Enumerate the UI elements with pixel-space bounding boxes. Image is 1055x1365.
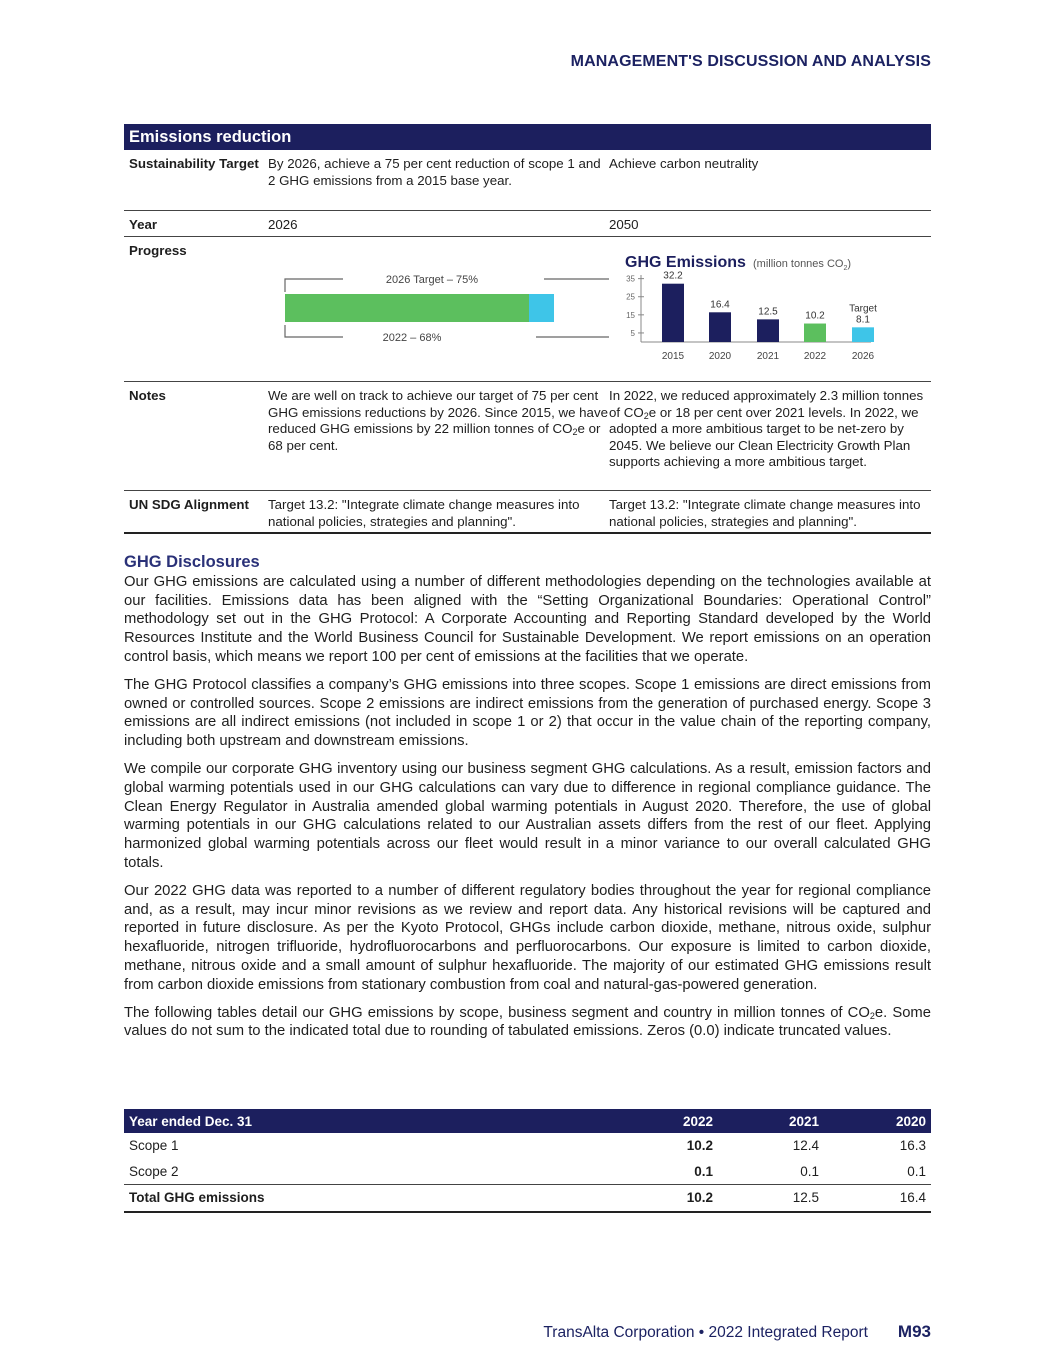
cell: Target 13.2: "Integrate climate change measures into national policies, strategies and planning".: [609, 497, 921, 529]
body-text: [124, 573, 931, 1051]
column-header: 2022: [608, 1109, 718, 1133]
chart-bar: [852, 327, 874, 342]
x-tick-label: 2026: [851, 351, 875, 362]
cell: 10.2: [686, 1138, 713, 1154]
cell: 2026: [268, 217, 298, 232]
progress-cell: [268, 237, 609, 381]
cell: 0.1: [694, 1163, 713, 1179]
cell: Target 13.2: "Integrate climate change measures into national policies, strategies and planning".: [268, 497, 580, 529]
target-annotation: Target: [849, 303, 877, 315]
x-tick-label: 2022: [803, 351, 827, 362]
chart-bar: [804, 324, 826, 342]
paragraph-text: The following tables detail our GHG emissions by scope, business segment and country in million tonnes of CO: [124, 1004, 870, 1021]
table-row: [124, 382, 931, 491]
page-number: M93: [897, 1322, 931, 1341]
table-row: [124, 211, 931, 237]
cell: 16.3: [899, 1138, 926, 1154]
column-header: 2020: [824, 1109, 931, 1133]
progress-current-label: 2022 – 68%: [382, 332, 442, 344]
subscript: 2: [572, 427, 578, 437]
bar-value-label: 8.1: [856, 314, 870, 326]
cell: 10.2: [608, 1185, 718, 1212]
row-label: Total GHG emissions: [124, 1185, 608, 1212]
page-footer: [124, 1322, 931, 1342]
table-header-row: [124, 1109, 931, 1133]
cell: 12.5: [718, 1185, 824, 1212]
ghg-emissions-chart: [609, 237, 931, 381]
notes-text: We are well on track to achieve our target of 75 per cent GHG emissions reductions by 2026. Since 2015, we have reduced GHG emissions by 22 million tonnes of CO: [268, 388, 608, 436]
progress-bar-graphic: [268, 237, 609, 381]
cell: 0.1: [907, 1163, 926, 1179]
paragraph: [124, 1004, 931, 1041]
chart-bar: [662, 284, 684, 342]
row-label: Progress: [129, 243, 187, 258]
y-tick-label: 15: [626, 310, 635, 320]
cell: By 2026, achieve a 75 per cent reduction of scope 1 and 2 GHG emissions from a 2015 base year.: [268, 156, 601, 188]
row-label: Notes: [129, 388, 166, 403]
chart-title: GHG Emissions: [625, 254, 746, 271]
x-tick-label: 2021: [756, 351, 780, 362]
column-header: 2021: [718, 1109, 824, 1133]
emissions-table-title: Emissions reduction: [124, 124, 931, 150]
chart-cell: [609, 237, 931, 381]
table-row: [124, 237, 931, 382]
y-tick-label: 35: [626, 274, 635, 284]
subscript: 2: [643, 410, 649, 421]
x-tick-label: 2015: [661, 351, 685, 362]
progress-target-fill: [529, 294, 554, 322]
table-row: [124, 1159, 931, 1185]
bar-value-label: 16.4: [710, 299, 730, 311]
paragraph: The GHG Protocol classifies a company’s GHG emissions into three scopes. Scope 1 emissions are direct emissions from owned or controlled sources. Scope 2 emissions are indirect emissions from the generation of purchased energy. Scope 3 emissions are all indirect emissions (not included in scope 1 or 2) that occur in the value chain of the reporting company, including both upstream and downstream emissions.: [124, 677, 931, 750]
paragraph-text: e. Some values do not sum to the indicated total due to rounding of tabulated emissions. Zeros (0.0) indicate truncated values.: [124, 1004, 931, 1040]
emissions-reduction-table: [124, 124, 931, 534]
row-label: Year: [129, 217, 158, 232]
paragraph: Our 2022 GHG data was reported to a number of different regulatory bodies throughout the year for regional compliance and, as a result, may incur minor revisions as we review and report data. Any historical revisions will be captured and reported in future disclosure. As per the Kyoto Protocol, GHGs include carbon dioxide, methane, nitrous oxide, sulphur hexafluoride, nitrogen trifluoride, hydrofluorocarbons and perfluorocarbons. Our exposure is limited to carbon dioxide, methane, nitrous oxide and a small amount of sulphur hexafluoride. The majority of our estimated GHG emissions result from carbon dioxide emissions from stationary combustion from coal and natural-gas-powered generation.: [124, 883, 931, 993]
notes-text: e or 18 per cent over 2021 levels. In 2022, we adopted a more ambitious target to be net-zero by 2045. We believe our Clean Electricity Growth Plan supports achieving a more ambitious target.: [609, 404, 919, 469]
cell: Achieve carbon neutrality: [609, 156, 759, 171]
row-label: Scope 1: [129, 1138, 179, 1154]
progress-target-label: 2026 Target – 75%: [385, 274, 479, 286]
table-row: [124, 491, 931, 534]
row-label: UN SDG Alignment: [129, 497, 249, 512]
cell: 16.4: [824, 1185, 931, 1212]
cell: 0.1: [800, 1163, 819, 1179]
bar-value-label: 10.2: [805, 310, 825, 322]
bar-value-label: 32.2: [663, 270, 683, 282]
notes-text: e or 68 per cent.: [268, 421, 601, 453]
cell: [268, 382, 609, 490]
cell: 2050: [609, 217, 639, 232]
bar-value-label: 12.5: [758, 306, 778, 318]
row-label: Sustainability Target: [129, 156, 259, 171]
cell: 12.4: [792, 1138, 819, 1154]
paragraph: Our GHG emissions are calculated using a number of different methodologies depending on the technologies available at our facilities. Emissions data has been aligned with the “Setting Organizational Boundaries: Operational Control” methodology set out in the GHG Protocol: A Corporate Accounting and Reporting Standard developed by the World Resources Institute and the World Business Council for Sustainable Development. We report emissions on an operation control basis, which means we report 100 per cent of emissions at the facilities that we operate.: [124, 574, 931, 665]
ghg-scope-table: [124, 1109, 931, 1213]
table-total-row: [124, 1185, 931, 1212]
column-header: Year ended Dec. 31: [124, 1109, 608, 1133]
row-label: Scope 2: [129, 1163, 179, 1179]
chart-bar: [757, 319, 779, 342]
notes-text: In 2022, we reduced approximately 2.3 million tonnes of CO: [609, 388, 924, 420]
subscript: 2: [869, 1010, 875, 1021]
section-title: GHG Disclosures: [124, 553, 260, 571]
page-header-title: MANAGEMENT'S DISCUSSION AND ANALYSIS: [570, 53, 931, 70]
y-tick-label: 5: [630, 328, 635, 338]
chart-unit-label: (million tonnes $CO_2$): [753, 258, 852, 272]
y-tick-label: 25: [626, 292, 635, 302]
table-row: [124, 150, 931, 211]
cell: [609, 382, 931, 490]
footer-text: TransAlta Corporation • 2022 Integrated Report: [543, 1324, 868, 1341]
x-tick-label: 2020: [708, 351, 732, 362]
paragraph: We compile our corporate GHG inventory using our business segment GHG calculations. As a result, emission factors and global warming potentials used in our GHG calculations can vary due to difference in regional compliance guidance. The Clean Energy Regulator in Australia amended global warming potentials in August 2020. Therefore, the use of global warming potentials in our GHG calculations related to our Australian assets differs from the rest of our fleet. Applying harmonized global warming potentials across our fleet would result in a minor variance to our overall calculated GHG totals.: [124, 761, 931, 871]
progress-current-fill: [285, 294, 529, 322]
table-row: [124, 1133, 931, 1159]
chart-bar: [709, 312, 731, 342]
